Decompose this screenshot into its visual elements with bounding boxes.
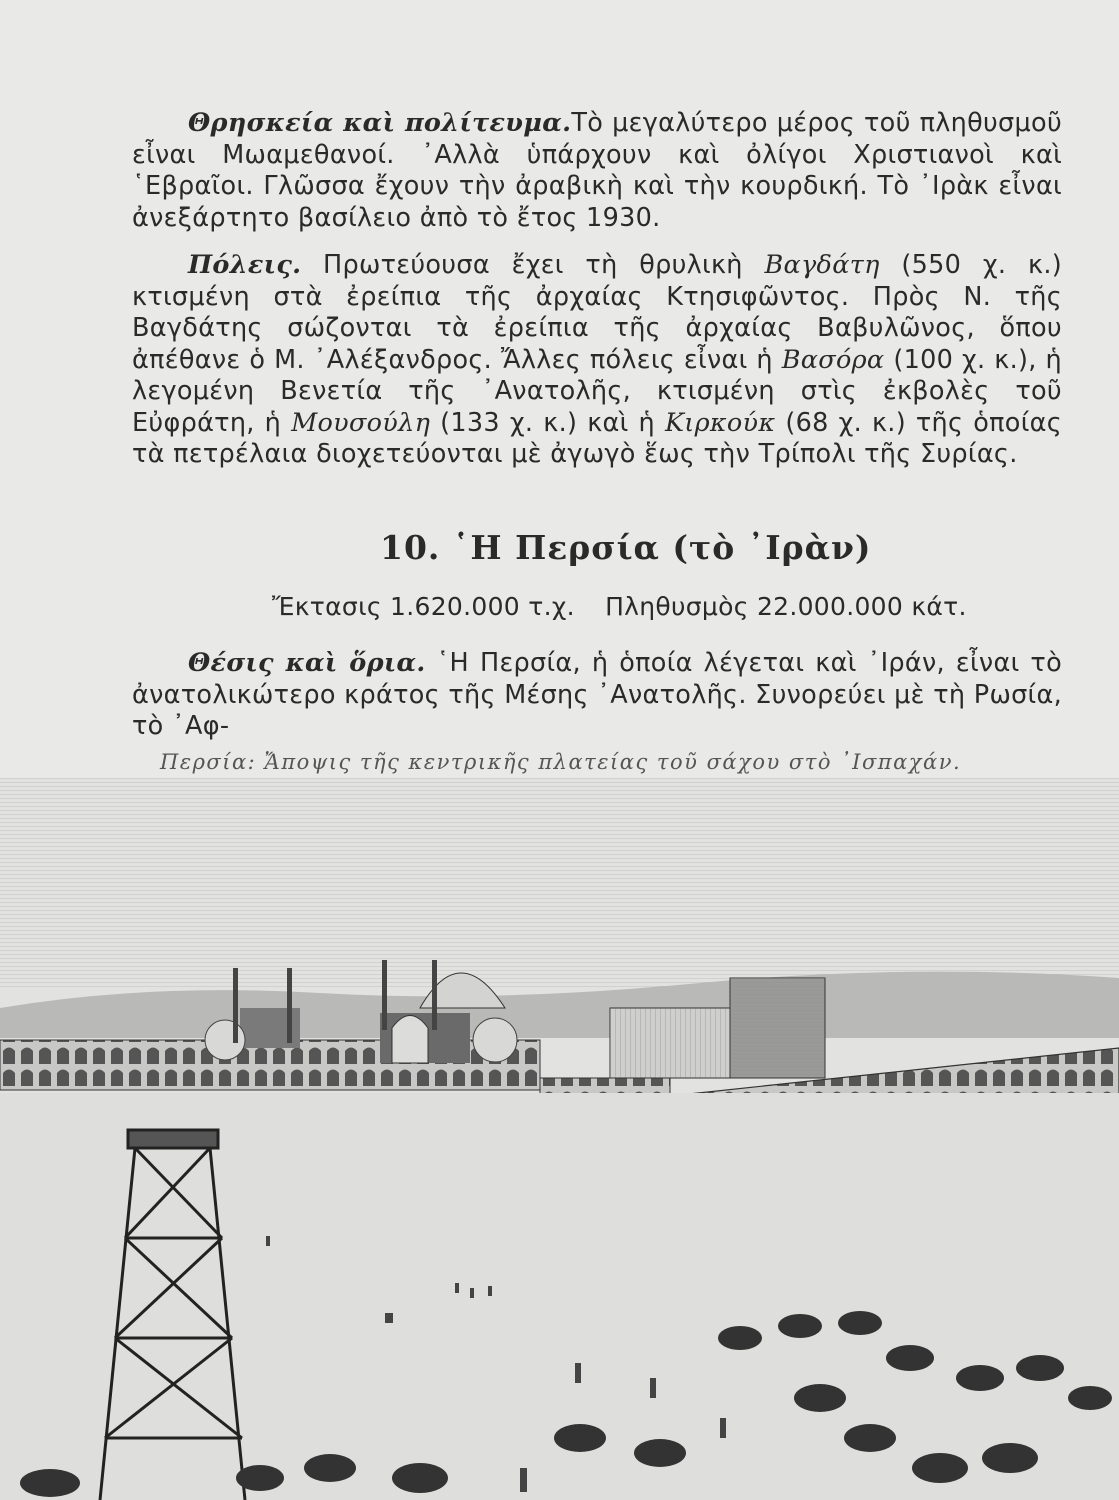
section-heading: 10. ῾Η Περσία (τὸ ᾽Ιρὰν) <box>380 528 872 567</box>
isfahan-square-engraving <box>0 778 1119 1500</box>
illustration-caption: Περσία: Ἄποψις τῆς κεντρικῆς πλατείας τοῦ σάχου στὸ ᾽Ισπαχάν. <box>160 750 962 774</box>
cities-text-1: Πρωτεύουσα ἔχει τὴ θρυλικὴ <box>301 250 765 280</box>
cities-text-4: (133 χ. κ.) καὶ ἡ <box>430 407 665 438</box>
cities-text-3: (100 χ. κ.), ἡ λεγομένη Βενετία τῆς ᾽Ανατολῆς, κτισμένη στὶς ἐκβολὲς τοῦ Εὐφράτη, ἡ <box>132 344 1063 438</box>
sky-hatching <box>0 778 1119 988</box>
population-stat: Πληθυσμὸς 22.000.000 κάτ. <box>605 592 967 621</box>
position-text: ῾Η Περσία, ἡ ὁποία λέγεται καὶ ᾽Ιράν, εἶναι τὸ ἀνατολικώτερο κράτος τῆς Μέσης ᾽Ανατολῆς. Συνορεύει μὲ τὴ Ρωσία, τὸ ᾽Αφ- <box>132 648 1062 741</box>
city-basra: Βασόρα <box>781 344 885 375</box>
religion-lead: Θρησκεία καὶ πολίτευμα. <box>188 108 572 138</box>
position-paragraph <box>132 648 1062 743</box>
city-kirkuk: Κιρκούκ <box>664 407 776 438</box>
religion-text: Τὸ μεγαλύτερο μέρος τοῦ πληθυσμοῦ εἶναι Μωαμεθανοί. ᾽Αλλὰ ὑπάρχουν καὶ ὀλίγοι Χριστιανοὶ καὶ ῾Εβραῖοι. Γλῶσσα ἔχουν τὴν ἀραβικὴ καὶ τὴν κουρδική. Τὸ ᾽Ιρὰκ εἶναι ἀνεξάρτητο βασίλειο ἀπὸ τὸ ἔτος 1930. <box>132 108 1062 233</box>
position-lead: Θέσις καὶ ὅρια. <box>188 648 426 678</box>
cities-text-2: (550 χ. κ.) κτισμένη στὰ ἐρείπια τῆς ἀρχαίας Κτησιφῶντος. Πρὸς Ν. τῆς Βαγδάτης σώζονται τὰ ἐρείπια τῆς ἀρχαίας Βαβυλῶνος, ὅπου ἀπέθανε ὁ Μ. ᾽Αλέξανδρος. Ἄλλες πόλεις εἶναι ἡ <box>132 250 1062 375</box>
religion-paragraph <box>132 108 1062 234</box>
engraving-svg <box>0 778 1119 1500</box>
city-baghdad: Βαγδάτη <box>764 250 880 280</box>
section-stats <box>272 592 989 621</box>
city-mosul: Μουσούλη <box>291 407 431 438</box>
cities-lead: Πόλεις. <box>188 250 302 280</box>
area-stat: Ἔκτασις 1.620.000 τ.χ. <box>272 592 575 621</box>
cities-text-5: (68 χ. κ.) τῆς ὁποίας τὰ πετρέλαια διοχετεύονται μὲ ἀγωγὸ ἕως τὴν Τρίπολι τῆς Συρίας. <box>132 407 1062 469</box>
cities-paragraph <box>132 250 1062 471</box>
